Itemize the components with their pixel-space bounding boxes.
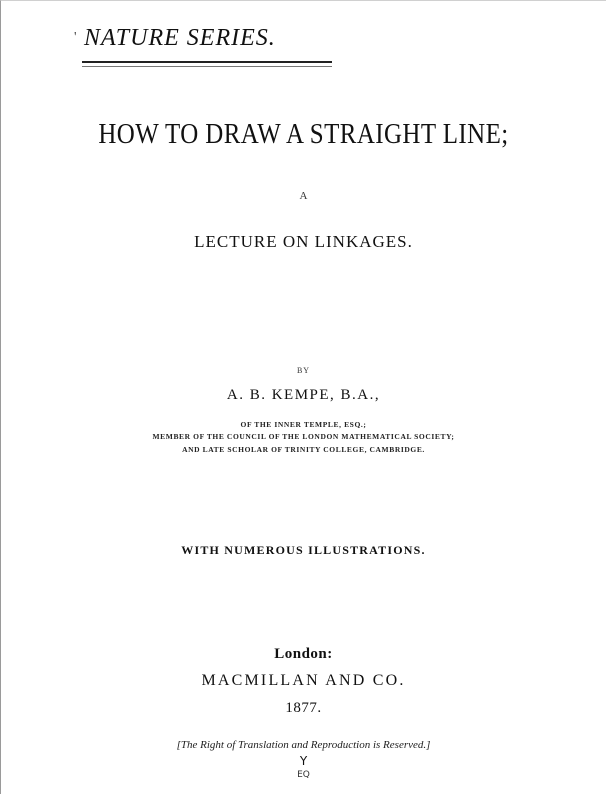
series-rule-thin [82, 66, 332, 67]
imprint-year: 1877. [285, 700, 322, 716]
illustrations-note: WITH NUMEROUS ILLUSTRATIONS. [181, 543, 426, 557]
author-affiliation-2: MEMBER OF THE COUNCIL OF THE LONDON MATHEMATICAL SOCIETY; [152, 432, 455, 441]
by-line: BY [296, 366, 311, 375]
library-mark-2: EQ [297, 770, 310, 780]
series-title: NATURE SERIES. [84, 25, 276, 51]
series-tick-mark: ' [74, 30, 77, 45]
title-article: A [299, 190, 308, 202]
imprint-city: London: [274, 646, 333, 662]
book-subtitle: LECTURE ON LINKAGES. [194, 232, 413, 251]
library-mark-1: Y [299, 754, 308, 768]
author-affiliation-3: AND LATE SCHOLAR OF TRINITY COLLEGE, CAMBRIDGE. [182, 445, 425, 454]
imprint-publisher: MACMILLAN AND CO. [201, 672, 406, 689]
author-affiliation-1: OF THE INNER TEMPLE, ESQ.; [240, 420, 367, 429]
book-title: HOW TO DRAW A STRAIGHT LINE; [98, 118, 509, 150]
series-rule [82, 61, 332, 63]
rights-notice: [The Right of Translation and Reproduction is Reserved.] [176, 739, 431, 751]
author-name: A. B. KEMPE, B.A., [226, 387, 381, 403]
